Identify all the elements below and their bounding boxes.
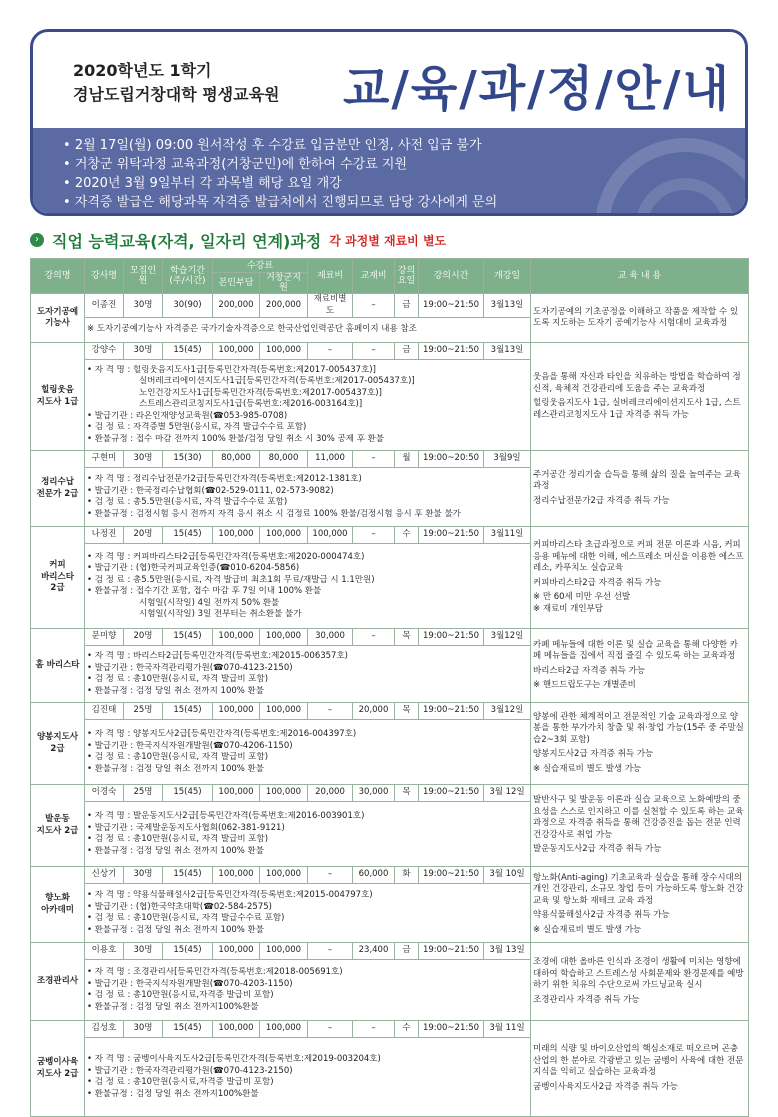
- detail-line: • 자 격 명 : 바리스타2급[등록민간자격(등록번호:제2015-006357호): [87, 651, 348, 661]
- course-period: 15(45): [163, 343, 213, 360]
- detail-line: 스트레스관리코칭지도사1급(등록번호:제2016-003164호)]: [139, 399, 363, 410]
- course-material: 30,000: [308, 629, 353, 646]
- description-paragraph: 발운동지도사2급 자격증 취득 가능: [533, 844, 662, 855]
- header-term: 2020학년도 1학기: [73, 61, 212, 80]
- detail-line: • 환불규정 : 접수 마감 전까지 100% 환불/검정 당일 취소 시 30% 공제 후 환불: [87, 433, 385, 444]
- description-paragraph: 양봉지도사2급 자격증 취득 가능: [533, 749, 654, 760]
- description-paragraph: 주거공간 정리기술 습득을 통해 삶의 질을 높여주는 교육과정: [533, 469, 741, 492]
- course-period: 15(45): [163, 1021, 213, 1038]
- course-quota: 30명: [124, 1021, 163, 1038]
- course-name: 도자기공예 기능사: [31, 294, 85, 343]
- header-open: 개강일: [484, 259, 531, 294]
- course-open: 3월 11일: [484, 1021, 531, 1038]
- description-paragraph: 웃음을 통해 자신과 타인을 치유하는 방법을 학습하여 정신적, 육체적 건강관리에 도움을 주는 교육과정: [533, 372, 741, 394]
- course-quota: 30명: [124, 294, 163, 318]
- course-details: [85, 360, 531, 451]
- course-period: 15(45): [163, 785, 213, 802]
- course-day: 월: [395, 451, 419, 468]
- detail-line: • 환불규정 : 검정 당일 취소 전까지 100% 환불: [87, 685, 264, 696]
- detail-line: • 발급기관 : 한국자격관리평가원(☎070-4123-2150): [87, 1065, 293, 1076]
- detail-line: 시험일(시작일) 3일 전부터는 취소환불 불가: [139, 609, 302, 619]
- detail-line: 시험일(시작일) 4일 전까지 50% 환불: [139, 597, 280, 608]
- detail-line: • 자 격 명 : 정리수납전문가2급[등록민간자격(등록번호:제2012-1381호): [87, 474, 362, 484]
- course-body: [31, 294, 749, 1117]
- detail-line: • 환불규정 : 검정 당일 취소 전까지100%환불: [87, 1001, 259, 1012]
- course-teacher: 신상기: [85, 867, 124, 884]
- description-paragraph: 조경관리사 자격증 취득 가능: [533, 994, 640, 1005]
- detail-line: • 자 격 명 : 약용식물해설사2급[등록민간자격(등록번호:제2015-004797호): [87, 890, 373, 900]
- detail-line: • 발급기관 : 국제발운동지도사협회(062-381-9121): [87, 822, 285, 833]
- course-open: 3월13일: [484, 294, 531, 318]
- course-time: 19:00~21:50: [419, 343, 484, 360]
- course-material: 재료비별도: [308, 294, 353, 318]
- description-paragraph: 힐링웃음지도사 1급, 실버레크리에이션지도사 1급, 스트레스관리코칭지도사 1급 자격증 취득 가능: [533, 398, 741, 420]
- course-details: [85, 646, 531, 703]
- description-paragraph: 커피바리스타2급 자격증 취득 가능: [533, 577, 662, 588]
- course-fee-self: 100,000: [213, 943, 260, 960]
- notice-band: [33, 128, 745, 216]
- notice-item: • 2020년 3월 9일부터 각 과목별 해당 요일 개강: [63, 174, 497, 193]
- course-name: 커피 바리스타 2급: [31, 527, 85, 629]
- course-name: 발운동 지도사 2급: [31, 785, 85, 867]
- detail-line: • 검 정 료 : 자격증별 5만원(응시료, 자격 발급수수료 포함): [87, 422, 307, 433]
- course-quota: 30명: [124, 451, 163, 468]
- course-description: [531, 785, 749, 867]
- course-details: [85, 960, 531, 1021]
- course-fee-county: 100,000: [260, 343, 308, 360]
- notice-item: • 거창군 위탁과정 교육과정(거창군민)에 한하여 수강료 지원: [63, 155, 497, 174]
- description-paragraph: 도자기공예의 기초공정을 이해하고 작품을 제작할 수 있도록 지도하는 도자기 공예기능사 시험대비 교육과정: [533, 306, 739, 328]
- course-period: 15(45): [163, 629, 213, 646]
- course-open: 3월 10일: [484, 867, 531, 884]
- course-open: 3월13일: [484, 343, 531, 360]
- course-textbook: –: [353, 451, 395, 468]
- course-time: 19:00~21:50: [419, 1021, 484, 1038]
- section-title: [30, 230, 446, 250]
- header-textbook: 교재비: [353, 259, 395, 294]
- detail-line: • 검 정 료 : 총10만원(응시료, 자격 발급수수료 포함): [87, 913, 285, 923]
- detail-line: • 환불규정 : 검정 당일 취소 전까지 100% 환불: [87, 924, 264, 935]
- header-org: 경남도립거창대학 평생교육원: [73, 85, 280, 104]
- course-material: –: [308, 703, 353, 720]
- course-fee-self: 100,000: [213, 1021, 260, 1038]
- course-quota: 20명: [124, 527, 163, 544]
- course-quota: 30명: [124, 943, 163, 960]
- course-teacher: 구현미: [85, 451, 124, 468]
- course-textbook: –: [353, 1021, 395, 1038]
- detail-line: • 환불규정 : 검정 당일 취소 전까지 100% 환불: [87, 845, 264, 856]
- course-details: [85, 1038, 531, 1117]
- course-name: 힐링웃음 지도사 1급: [31, 343, 85, 451]
- notice-list: [63, 136, 497, 212]
- description-paragraph: 미래의 식량 및 바이오산업의 핵심소재로 떠오르며 곤충산업의 한 분야로 각광받고 있는 굼벵이 사육에 대한 전문지식을 익히고 실습하는 교육과정: [533, 1044, 744, 1077]
- course-row: [31, 629, 749, 646]
- detail-line: • 검 정 료 : 총10만원(응시료, 자격 발급비 포함): [87, 834, 269, 844]
- course-day: 목: [395, 703, 419, 720]
- description-paragraph: ※ 실습재료비 별도 발생 가능: [533, 763, 642, 774]
- course-fee-county: 100,000: [260, 703, 308, 720]
- course-material: 11,000: [308, 451, 353, 468]
- course-description: [531, 343, 749, 451]
- course-day: 금: [395, 943, 419, 960]
- course-textbook: –: [353, 343, 395, 360]
- course-textbook: –: [353, 294, 395, 318]
- header-box: [30, 29, 748, 216]
- course-material: 20,000: [308, 785, 353, 802]
- course-open: 3월 12일: [484, 785, 531, 802]
- course-time: 19:00~21:50: [419, 943, 484, 960]
- header-top: [33, 32, 745, 128]
- course-fee-self: 100,000: [213, 703, 260, 720]
- course-quota: 25명: [124, 785, 163, 802]
- course-teacher: 이용호: [85, 943, 124, 960]
- course-description: [531, 451, 749, 527]
- course-fee-self: 200,000: [213, 294, 260, 318]
- course-fee-county: 100,000: [260, 1021, 308, 1038]
- course-fee-county: 100,000: [260, 867, 308, 884]
- description-paragraph: 카페 메뉴들에 대한 이론 및 실습 교육을 통해 다양한 카페 메뉴들을 집에서 직접 즐길 수 있도록 하는 교육과정: [533, 639, 738, 661]
- detail-line: • 자 격 명 : 힐링웃음지도사1급[등록민간자격(등록번호:제2017-005437호)]: [87, 364, 376, 375]
- course-name: 정리수납 전문가 2급: [31, 451, 85, 527]
- detail-line: • 검 정 료 : 총5.5만원(응시료, 자격 발급수수료 포함): [87, 497, 288, 507]
- course-day: 목: [395, 785, 419, 802]
- course-row: [31, 527, 749, 544]
- course-name: 향노화 아카데미: [31, 867, 85, 943]
- section-note: 각 과정별 재료비 별도: [329, 233, 447, 248]
- course-teacher: 나정진: [85, 527, 124, 544]
- course-row: [31, 703, 749, 720]
- detail-line: • 자 격 명 : 발운동지도사2급[등록민간자격(등록번호:제2016-003901호): [87, 811, 365, 821]
- course-row: [31, 785, 749, 802]
- description-paragraph: ※ 핸드드립도구는 개별준비: [533, 680, 636, 690]
- detail-line: • 환불규정 : 검정 당일 취소 전까지100%환불: [87, 1088, 259, 1099]
- course-teacher: 이종진: [85, 294, 124, 318]
- detail-line: • 자 격 명 : 굼벵이사육지도사2급[등록민간자격(등록번호:제2019-003204호): [87, 1054, 381, 1064]
- header-day: 강의 요일: [395, 259, 419, 294]
- course-quota: 30명: [124, 343, 163, 360]
- detail-line: • 자 격 명 : 커피바리스타2급[등록민간자격(등록번호:제2020-000474호): [87, 551, 365, 562]
- course-open: 3월11일: [484, 527, 531, 544]
- course-period: 15(45): [163, 527, 213, 544]
- course-teacher: 김진태: [85, 703, 124, 720]
- course-table: [30, 258, 749, 1117]
- course-quota: 20명: [124, 629, 163, 646]
- course-period: 30(90): [163, 294, 213, 318]
- course-material: –: [308, 867, 353, 884]
- course-details: [85, 468, 531, 527]
- course-fee-self: 100,000: [213, 629, 260, 646]
- course-row: [31, 451, 749, 468]
- course-teacher: 이경숙: [85, 785, 124, 802]
- course-fee-county: 100,000: [260, 785, 308, 802]
- chevron-right-icon: ›: [30, 233, 44, 247]
- detail-line: 노인건강지도사1급[등록민간자격(등록번호:제2017-005437호)]: [139, 387, 382, 398]
- course-textbook: 30,000: [353, 785, 395, 802]
- description-paragraph: ※ 만 60세 미만 우선 선발 ※ 재료비 개인부담: [533, 592, 631, 614]
- header-self: 본인부담: [213, 273, 260, 294]
- course-details: [85, 884, 531, 943]
- course-period: 15(30): [163, 451, 213, 468]
- detail-line: • 발급기관 : (협)한국약초대학(☎02-584-2575): [87, 901, 272, 912]
- course-name: 조경관리사: [31, 943, 85, 1021]
- description-paragraph: ※ 실습재료비 별도 발생 가능: [533, 924, 642, 935]
- course-period: 15(45): [163, 703, 213, 720]
- course-period: 15(45): [163, 943, 213, 960]
- detail-line: • 발급기관 : 한국자격관리평가원(☎070-4123-2150): [87, 662, 293, 673]
- course-day: 수: [395, 1021, 419, 1038]
- course-open: 3월9일: [484, 451, 531, 468]
- course-description: [531, 703, 749, 785]
- course-fee-county: 200,000: [260, 294, 308, 318]
- course-time: 19:00~21:50: [419, 785, 484, 802]
- course-fee-self: 80,000: [213, 451, 260, 468]
- description-paragraph: 커피바리스타 초급과정으로 커피 전문 이론과 시음, 커피 응용 메뉴에 대한 이해, 에스프레소 머신을 이용한 에스프레소, 카푸치노 실습교육: [533, 540, 744, 573]
- course-textbook: –: [353, 629, 395, 646]
- course-fee-self: 100,000: [213, 343, 260, 360]
- course-teacher: 문미향: [85, 629, 124, 646]
- course-quota: 25명: [124, 703, 163, 720]
- course-time: 19:00~21:50: [419, 527, 484, 544]
- course-time: 19:00~20:50: [419, 451, 484, 468]
- course-fee-county: 100,000: [260, 527, 308, 544]
- course-time: 19:00~21:50: [419, 629, 484, 646]
- course-description: [531, 943, 749, 1021]
- course-textbook: 20,000: [353, 703, 395, 720]
- header-quota: 모집인원: [124, 259, 163, 294]
- header-course: 강의명: [31, 259, 85, 294]
- description-paragraph: 굼벵이사육지도사2급 자격증 취득 가능: [533, 1081, 678, 1092]
- course-day: 목: [395, 629, 419, 646]
- description-paragraph: 바리스타2급 자격증 취득 가능: [533, 665, 646, 676]
- detail-line: • 발급기관 : 한국지식자원개발원(☎070-4206-1150): [87, 740, 293, 751]
- course-teacher: 김성호: [85, 1021, 124, 1038]
- detail-line: • 검 정 료 : 총5.5만원(응시료, 자격 발급비 최초1회 무료/재발급 시 1.1만원): [87, 574, 375, 585]
- course-day: 화: [395, 867, 419, 884]
- header-fee: 수강료: [213, 259, 308, 273]
- course-textbook: 23,400: [353, 943, 395, 960]
- header-time: 강의시간: [419, 259, 484, 294]
- description-paragraph: 양봉에 관한 체계적이고 전문적인 기술 교육과정으로 양봉을 통한 부가가치 창출 및 취·창업 가능(15주 중 주말실습2~3회 포함): [533, 711, 744, 745]
- description-paragraph: 발반사구 및 발운동 이론과 실습 교육으로 노화예방의 중요성을 스스로 인지하고 이를 실천할 수 있도록 하는 교육과정으로 자격증 취득을 통해 건강증진을 돕는 전문 인력 건강강사로 취업 가능: [533, 795, 744, 840]
- course-day: 수: [395, 527, 419, 544]
- course-textbook: 60,000: [353, 867, 395, 884]
- course-fee-self: 100,000: [213, 527, 260, 544]
- header-period: 학습기간 (주/시간): [163, 259, 213, 294]
- course-fee-county: 100,000: [260, 629, 308, 646]
- course-time: 19:00~21:50: [419, 867, 484, 884]
- header-county: 거창군지원: [260, 273, 308, 294]
- course-fee-county: 100,000: [260, 943, 308, 960]
- course-details: [85, 544, 531, 629]
- course-fee-county: 80,000: [260, 451, 308, 468]
- course-row: [31, 294, 749, 318]
- notice-item: • 자격증 발급은 해당과목 자격증 발급처에서 진행되므로 담당 강사에게 문의: [63, 193, 497, 212]
- course-open: 3월12일: [484, 629, 531, 646]
- notice-item: • 2월 17일(월) 09:00 원서작성 후 수강료 입금분만 인정, 사전 입금 불가: [63, 136, 497, 155]
- course-name: 양봉지도사 2급: [31, 703, 85, 785]
- course-material: –: [308, 943, 353, 960]
- course-material: –: [308, 343, 353, 360]
- description-paragraph: 약용식물해설사2급 자격증 취득 가능: [533, 910, 670, 921]
- course-day: 금: [395, 294, 419, 318]
- course-time: 19:00~21:50: [419, 294, 484, 318]
- detail-line: • 환불규정 : 접수기간 포함, 접수 마감 후 7일 이내 100% 환불: [87, 586, 322, 596]
- detail-line: • 자 격 명 : 조경관리사[등록민간자격(등록번호:제2018-005691호): [87, 967, 343, 977]
- course-teacher: 강양수: [85, 343, 124, 360]
- course-description: [531, 527, 749, 629]
- detail-line: • 환불규정 : 검정 당일 취소 전까지 100% 환불: [87, 763, 264, 774]
- header-material: 재료비: [308, 259, 353, 294]
- header-content: 교 육 내 용: [531, 259, 749, 294]
- course-day: 금: [395, 343, 419, 360]
- detail-line: • 검 정 료 : 총10만원(응시료,자격증 발급비 포함): [87, 1077, 274, 1087]
- course-period: 15(45): [163, 867, 213, 884]
- detail-line: • 검 정 료 : 총10만원(응시료, 자격 발급비 포함): [87, 752, 269, 762]
- detail-line: • 발급기관 : 한국정리수납협회(☎02-529-0111, 02-573-9082): [87, 485, 334, 496]
- course-textbook: –: [353, 527, 395, 544]
- course-details: [85, 802, 531, 867]
- course-description: [531, 629, 749, 703]
- course-row: [31, 943, 749, 960]
- description-paragraph: 정리수납전문가2급 자격증 취득 가능: [533, 495, 670, 506]
- page-title: 교/육/과/정/안/내: [343, 61, 731, 117]
- course-row: [31, 343, 749, 360]
- course-description: [531, 294, 749, 343]
- detail-line: • 자 격 명 : 양봉지도사2급[등록민간자격(등록번호:제2016-004397호): [87, 729, 357, 739]
- course-name: 홈 바리스타: [31, 629, 85, 703]
- detail-line: • 환불규정 : 검정시험 응시 전까지 자격 응시 취소 시 검정료 100% 환불/검정시험 응시 후 환불 불가: [87, 508, 461, 519]
- course-row: [31, 867, 749, 884]
- detail-line: • 발급기관 : 한국지식자원개발원(☎070-4203-1150): [87, 978, 293, 989]
- detail-line: • 발급기관 : 라온인재양성교육원(☎053-985-0708): [87, 410, 288, 421]
- course-fee-self: 100,000: [213, 867, 260, 884]
- detail-line: 실버레크리에이션지도사1급[등록민간자격(등록번호:제2017-005437호)]: [139, 376, 415, 387]
- course-details: [85, 720, 531, 785]
- detail-line: • 발급기관 : (협)한국커피교육인증(☎010-6204-5856): [87, 563, 300, 573]
- description-paragraph: 항노화(Anti-aging) 기초교육과 실습을 통해 장수시대의 개인 건강관리, 소규모 창업 등이 가능하도록 항노화 건강 교육 및 항노화 재테크 교육 과정: [533, 872, 744, 906]
- course-note: ※ 도자기공예기능사 자격증은 국가기술자격증으로 한국산업인력공단 홈페이지 내용 참조: [85, 318, 531, 343]
- course-description: [531, 867, 749, 943]
- detail-line: • 검 정 료 : 총10만원(응시료, 자격 발급비 포함): [87, 674, 269, 684]
- course-open: 3월 13일: [484, 943, 531, 960]
- course-row: [31, 1021, 749, 1038]
- course-description: [531, 1021, 749, 1117]
- course-material: –: [308, 1021, 353, 1038]
- course-quota: 30명: [124, 867, 163, 884]
- description-paragraph: 조경에 대한 올바른 인식과 조경이 생활에 미치는 영향에 대하여 학습하고 스트레스성 사회문제와 환경문제를 예방하기 위한 치유의 수단으로써 가드닝교육 실시: [533, 957, 744, 990]
- detail-line: • 검 정 료 : 총10만원(응시료,자격증 발급비 포함): [87, 990, 274, 1000]
- course-fee-self: 100,000: [213, 785, 260, 802]
- section-heading: 직업 능력교육(자격, 일자리 연계)과정: [52, 231, 322, 251]
- header-teacher: 강사명: [85, 259, 124, 294]
- course-open: 3월12일: [484, 703, 531, 720]
- course-time: 19:00~21:50: [419, 703, 484, 720]
- course-name: 굼벵이사육 지도사 2급: [31, 1021, 85, 1117]
- course-material: 100,000: [308, 527, 353, 544]
